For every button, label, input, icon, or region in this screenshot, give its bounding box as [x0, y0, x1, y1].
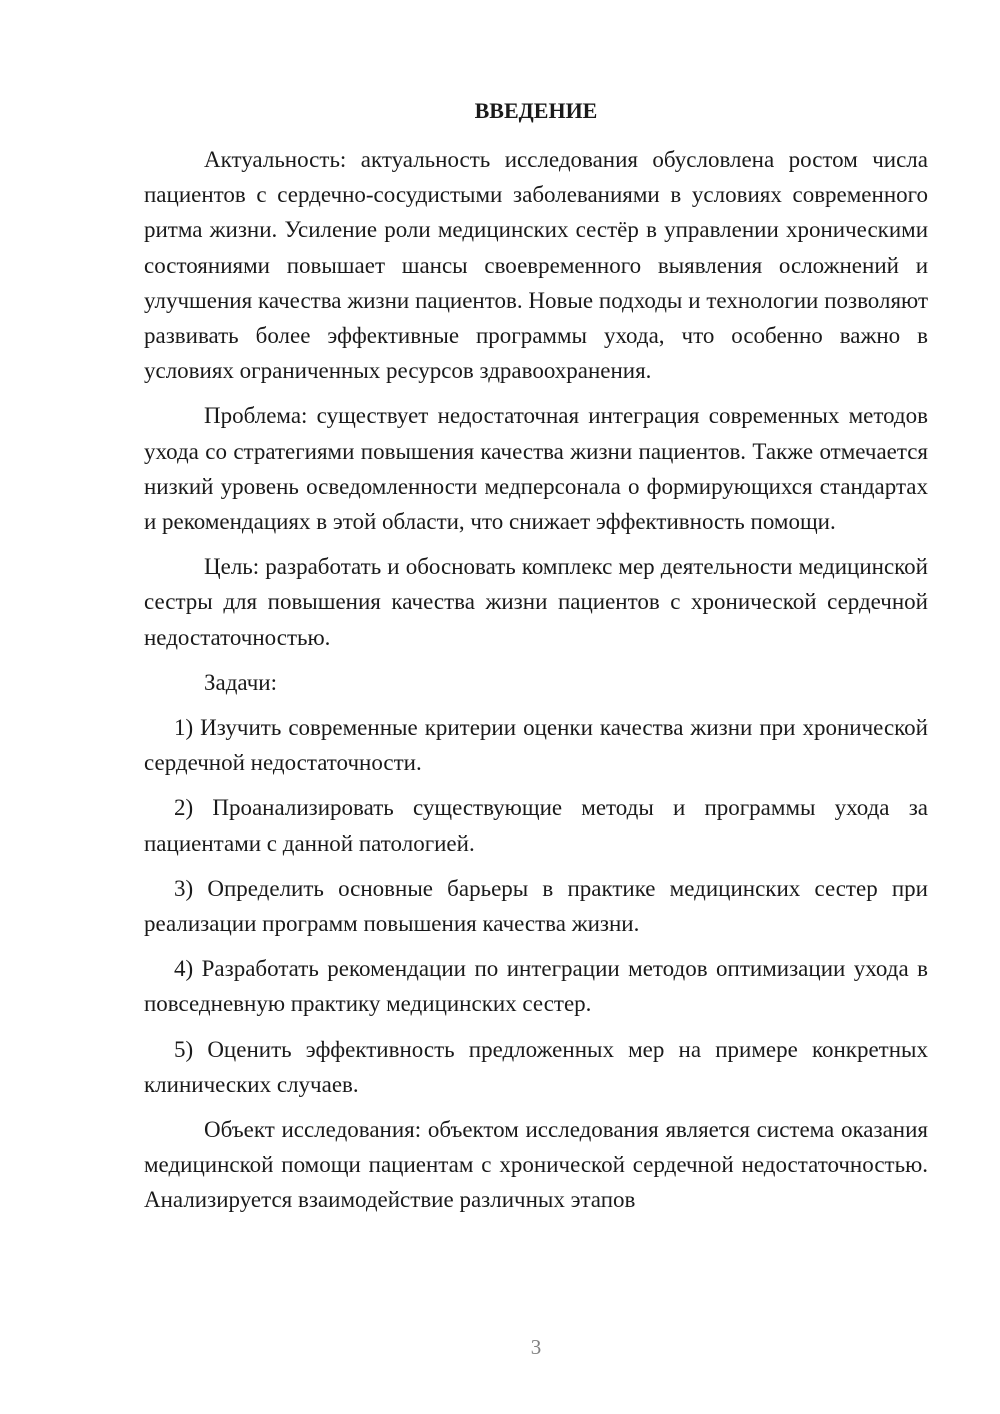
task-item-3: 3) Определить основные барьеры в практике медицинских сестер при реализации программ повышения качества жизни. — [144, 875, 928, 937]
paragraph-object: Объект исследования: объектом исследования является система оказания медицинской помощи пациентам с хронической сердечной недостаточностью. Анализируется взаимодействие различных этапов — [144, 1117, 928, 1213]
task-item-2: 2) Проанализировать существующие методы и программы ухода за пациентами с данной патологией. — [144, 795, 928, 856]
paragraph-problem: Проблема: существует недостаточная интеграция современных методов ухода со стратегиями повышения качества жизни пациентов. Также отмечается низкий уровень осведомленности медперсонала о формирующихся стандартах и рекомендациях в этой области, что снижает эффективность помощи. — [144, 403, 928, 535]
section-title: ВВЕДЕНИЕ — [474, 98, 598, 123]
task-item-5: 5) Оценить эффективность предложенных мер на примере конкретных клинических случаев. — [144, 1036, 928, 1097]
task-item-4: 4) Разработать рекомендации по интеграции методов оптимизации ухода в повседневную практику медицинских сестер. — [144, 956, 928, 1017]
tasks-heading: Задачи: — [204, 669, 277, 695]
paragraph-goal: Цель: разработать и обосновать комплекс мер деятельности медицинской сестры для повышения качества жизни пациентов с хронической сердечной недостаточностью. — [144, 554, 928, 650]
task-item-1: 1) Изучить современные критерии оценки качества жизни при хронической сердечной недостаточности. — [144, 715, 928, 776]
document-body — [144, 142, 928, 1228]
paragraph-relevance: Актуальность: актуальность исследования обусловлена ростом числа пациентов с сердечно-сосудистыми заболеваниями в условиях современного ритма жизни. Усиление роли медицинских сестёр в управлении хроническими состояниями повышает шансы своевременного выявления осложнений и улучшения качества жизни пациентов. Новые подходы и технологии позволяют развивать более эффективные программы ухода, что особенно важно в условиях ограниченных ресурсов здравоохранения. — [144, 147, 928, 384]
page-number: 3 — [530, 1335, 542, 1359]
